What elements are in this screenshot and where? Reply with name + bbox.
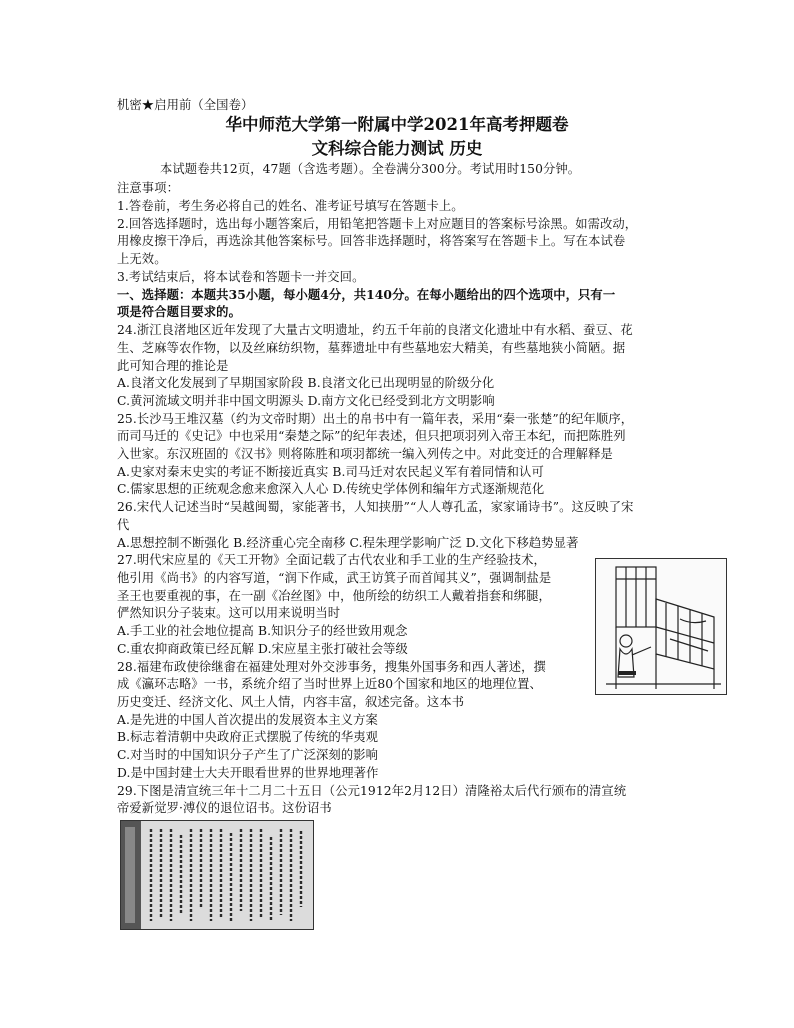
q24-stem-line-1: 24.浙江良渚地区近年发现了大量古文明遗址，约五千年前的良渚文化遗址中有水稻、蚕豆、花 (117, 323, 633, 337)
confidential-label: 机密★启用前（全国卷） (117, 98, 254, 112)
q27-stem-line-2: 他引用《尚书》的内容写道，“润下作咸，武王访箕子而首闻其义”，强调制盐是 (117, 571, 552, 585)
section-heading-line-1: 一、选择题：本题共35小题，每小题4分，共140分。在每小题给出的四个选项中，只有一 (117, 287, 616, 302)
exam-info: 本试题卷共12页，47题（含选考题）。全卷满分300分。考试用时150分钟。 (160, 162, 581, 176)
exam-title: 华中师范大学第一附属中学2021年高考押题卷 (225, 115, 569, 134)
q25-options-cd: C.儒家思想的正统观念愈来愈深入人心 D.传统史学体例和编年方式逐渐规范化 (117, 482, 545, 496)
section-heading-line-2: 项是符合题目要求的。 (117, 304, 241, 319)
q28-stem-line-2: 成《瀛环志略》一书，系统介绍了当时世界上近80个国家和地区的地理位置、 (117, 677, 542, 691)
q29-stem-line-2: 帝爱新觉罗·溥仪的退位诏书。这份诏书 (117, 801, 332, 815)
q25-stem-line-3: 入世家。东汉班固的《汉书》则将陈胜和项羽都统一编入列传之中。对此变迁的合理解释是 (117, 447, 613, 461)
q24-options-cd: C.黄河流域文明并非中国文明源头 D.南方文化已经受到北方文明影响 (117, 394, 495, 408)
q24-stem-line-3: 此可知合理的推论是 (117, 359, 229, 373)
q27-stem-line-4: 俨然知识分子装束。这可以用来说明当时 (117, 606, 341, 620)
note-1: 1.答卷前，考生务必将自己的姓名、准考证号填写在答题卡上。 (117, 199, 464, 213)
q28-option-c: C.对当时的中国知识分子产生了广泛深刻的影响 (117, 748, 379, 762)
q24-stem-line-2: 生、芝麻等农作物，以及丝麻纺织物，墓葬遗址中有些墓地宏大精美，有些墓地狭小简陋。据 (117, 341, 626, 355)
edict-scroll-icon (121, 821, 313, 929)
notes-heading: 注意事项： (117, 181, 179, 195)
q29-stem-line-1: 29.下图是清宣统三年十二月二十五日（公元1912年2月12日）清隆裕太后代行颁布的清宣统 (117, 784, 627, 798)
q26-stem-line-1: 26.宋代人记述当时“吴越闽蜀，家能著书，人知挟册”“人人尊孔孟，家家诵诗书”。这反映了宋 (117, 500, 634, 514)
loom-drawing-icon (596, 559, 726, 694)
q24-options-ab: A.良渚文化发展到了早期国家阶段 B.良渚文化已出现明显的阶级分化 (117, 376, 495, 390)
note-3: 3.考试结束后，将本试卷和答题卡一并交回。 (117, 270, 365, 284)
q27-stem-line-1: 27.明代宋应星的《天工开物》全面记载了古代农业和手工业的生产经验技术， (117, 553, 546, 567)
q28-option-a: A.是先进的中国人首次提出的发展资本主义方案 (117, 713, 378, 727)
note-2-line-2: 用橡皮擦干净后，再选涂其他答案标号。回答非选择题时，将答案写在答题卡上。写在本试卷 (117, 234, 626, 248)
exam-subtitle: 文科综合能力测试 历史 (311, 139, 483, 158)
q28-stem-line-1: 28.福建布政使徐继畬在福建处理对外交涉事务，搜集外国事务和西人著述，撰 (117, 660, 546, 674)
q28-option-b: B.标志着清朝中央政府正式摆脱了传统的华夷观 (117, 730, 379, 744)
q25-options-ab: A.史家对秦末史实的考证不断接近真实 B.司马迁对农民起义军有着同情和认可 (117, 465, 544, 479)
note-2-line-1: 2.回答选择题时，选出每小题答案后，用铅笔把答题卡上对应题目的答案标号涂黑。如需改动， (117, 217, 638, 231)
weaving-illustration (595, 558, 727, 695)
q27-options-cd: C.重农抑商政策已经瓦解 D.宋应星主张打破社会等级 (117, 642, 408, 656)
q25-stem-line-2: 而司马迁的《史记》中也采用“秦楚之际”的纪年表述，但只把项羽列入帝王本纪，而把陈胜列 (117, 429, 626, 443)
q27-options-ab: A.手工业的社会地位提高 B.知识分子的经世致用观念 (117, 624, 408, 638)
q27-stem-line-3: 圣王也要重视的事，在一副《冶丝图》中，他所绘的纺织工人戴着指套和绑腿， (117, 589, 551, 603)
q26-options: A.思想控制不断强化 B.经济重心完全南移 C.程朱理学影响广泛 D.文化下移趋势显著 (117, 536, 579, 550)
q25-stem-line-1: 25.长沙马王堆汉墓（约为文帝时期）出土的帛书中有一篇年表，采用“秦一张楚”的纪年顺序， (117, 412, 634, 426)
q28-option-d: D.是中国封建士大夫开眼看世界的世界地理著作 (117, 766, 379, 780)
q26-stem-line-2: 代 (117, 518, 130, 532)
abdication-edict-image (120, 820, 314, 930)
note-2-line-3: 上无效。 (117, 252, 167, 266)
q28-stem-line-3: 历史变迁、经济文化、风土人情，内容丰富，叙述完备。这本书 (117, 695, 465, 709)
